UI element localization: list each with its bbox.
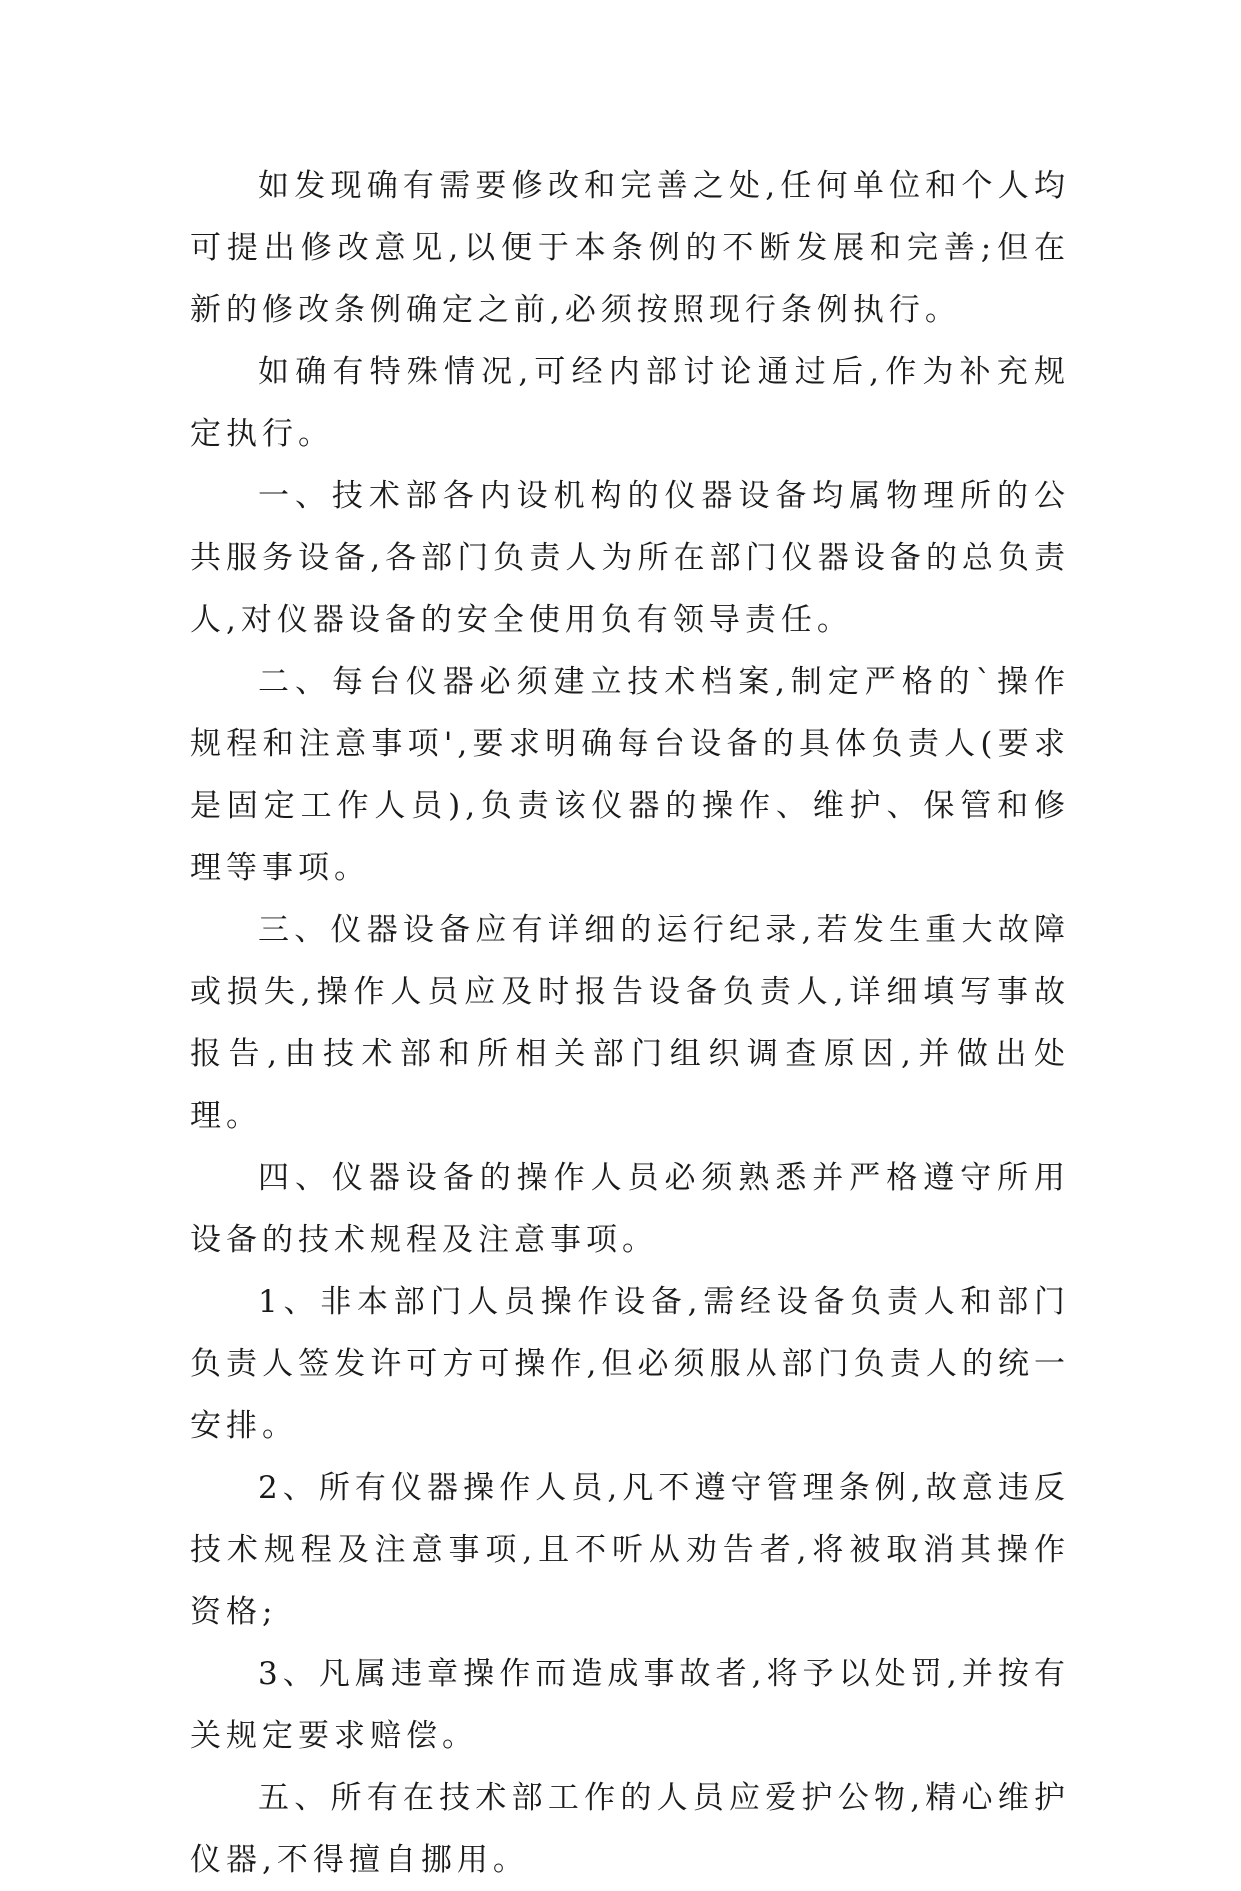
paragraph-item-1: 一、技术部各内设机构的仪器设备均属物理所的公共服务设备,各部门负责人为所在部门仪器设备的总负责人,对仪器设备的安全使用负有领导责任。 <box>190 478 1070 638</box>
document-page <box>190 155 1070 1891</box>
paragraph-item-3: 三、仪器设备应有详细的运行纪录,若发生重大故障或损失,操作人员应及时报告设备负责人,详细填写事故报告,由技术部和所相关部门组织调查原因,并做出处理。 <box>190 912 1070 1134</box>
paragraph-revision-note: 如发现确有需要修改和完善之处,任何单位和个人均可提出修改意见,以便于本条例的不断发展和完善;但在新的修改条例确定之前,必须按照现行条例执行。 <box>190 168 1070 328</box>
paragraph-subitem-3: 3、凡属违章操作而造成事故者,将予以处罚,并按有关规定要求赔偿。 <box>190 1656 1070 1754</box>
paragraph-subitem-2: 2、所有仪器操作人员,凡不遵守管理条例,故意违反技术规程及注意事项,且不听从劝告者,将被取消其操作资格; <box>190 1470 1070 1630</box>
paragraph-special-cases: 如确有特殊情况,可经内部讨论通过后,作为补充规定执行。 <box>190 354 1070 452</box>
paragraph-item-2: 二、每台仪器必须建立技术档案,制定严格的`操作规程和注意事项',要求明确每台设备的具体负责人(要求是固定工作人员),负责该仪器的操作、维护、保管和修理等事项。 <box>190 664 1070 886</box>
paragraph-item-4: 四、仪器设备的操作人员必须熟悉并严格遵守所用设备的技术规程及注意事项。 <box>190 1160 1070 1258</box>
paragraph-subitem-1: 1、非本部门人员操作设备,需经设备负责人和部门负责人签发许可方可操作,但必须服从部门负责人的统一安排。 <box>190 1284 1070 1444</box>
paragraph-item-5: 五、所有在技术部工作的人员应爱护公物,精心维护仪器,不得擅自挪用。 <box>190 1780 1070 1878</box>
